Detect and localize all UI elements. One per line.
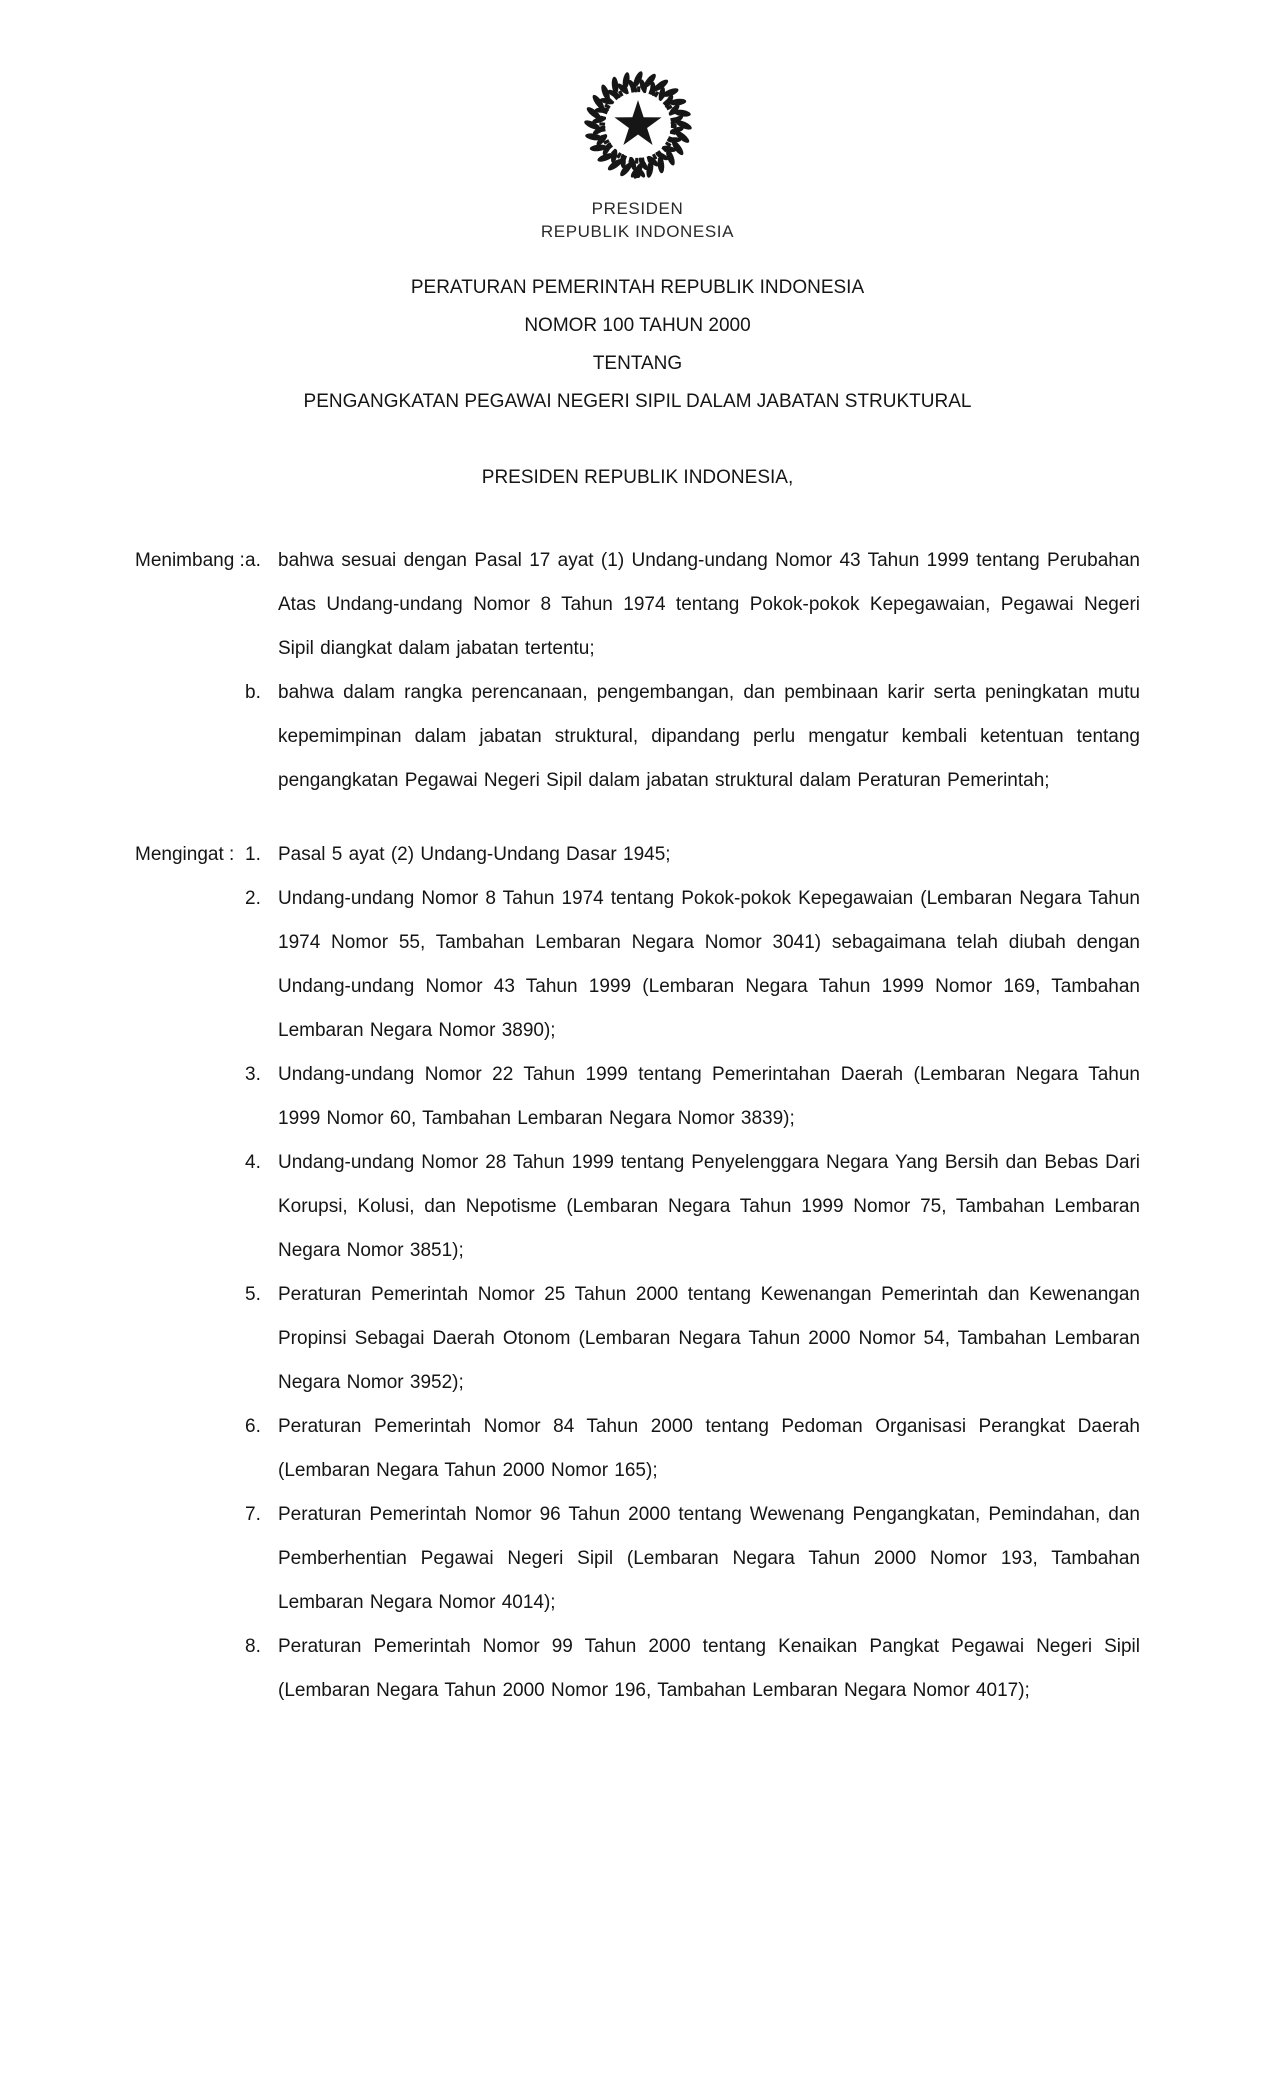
title-block: [135, 269, 1140, 421]
document-header: [135, 62, 1140, 243]
item-marker: 2.: [245, 888, 261, 909]
item-marker: a.: [245, 550, 261, 571]
item-marker: 7.: [245, 1504, 261, 1525]
mengingat-section: [135, 833, 1140, 1713]
menimbang-section: [135, 539, 1140, 803]
presidential-seal: [575, 62, 701, 193]
item-marker: 1.: [245, 844, 261, 865]
doc-title-line2: NOMOR 100 TAHUN 2000: [524, 315, 751, 336]
item-text: Peraturan Pemerintah Nomor 84 Tahun 2000 tentang Pedoman Organisasi Perangkat Daerah (Lembaran Negara Tahun 2000 Nomor 165);: [278, 1416, 1140, 1481]
menimbang-item: [245, 671, 1140, 803]
mengingat-item: [245, 877, 1140, 1053]
mengingat-item: [245, 833, 1140, 877]
menimbang-item: [245, 539, 1140, 671]
doc-title-line3: TENTANG: [592, 353, 683, 374]
item-marker: 8.: [245, 1636, 261, 1657]
mengingat-item: [245, 1405, 1140, 1493]
doc-title-line1: PERATURAN PEMERINTAH REPUBLIK INDONESIA: [410, 277, 865, 298]
item-text: Peraturan Pemerintah Nomor 99 Tahun 2000 tentang Kenaikan Pangkat Pegawai Negeri Sipil (Lembaran Negara Tahun 2000 Nomor 196, Tambahan Lembaran Negara Nomor 4017);: [278, 1636, 1140, 1701]
item-text: Peraturan Pemerintah Nomor 96 Tahun 2000 tentang Wewenang Pengangkatan, Pemindahan, dan Pemberhentian Pegawai Negeri Sipil (Lembaran Negara Tahun 2000 Nomor 193, Tambahan Lembaran Negara Nomor 4014);: [278, 1504, 1140, 1613]
mengingat-item: [245, 1273, 1140, 1405]
institution-line2: REPUBLIK INDONESIA: [540, 222, 735, 241]
item-marker: 5.: [245, 1284, 261, 1305]
presidential-star-wreath-seal-icon: [575, 62, 701, 188]
mengingat-label: Mengingat :: [135, 844, 235, 865]
item-marker: 3.: [245, 1064, 261, 1085]
mengingat-item: [245, 1141, 1140, 1273]
item-marker: b.: [245, 682, 261, 703]
mengingat-item: [245, 1053, 1140, 1141]
item-text: Undang-undang Nomor 22 Tahun 1999 tentang Pemerintahan Daerah (Lembaran Negara Tahun 1999 Nomor 60, Tambahan Lembaran Negara Nomor 3839);: [278, 1064, 1140, 1129]
item-text: bahwa dalam rangka perencanaan, pengembangan, dan pembinaan karir serta peningkatan mutu kepemimpinan dalam jabatan struktural, dipandang perlu mengatur kembali ketentuan tentang pengangkatan Pegawai Negeri Sipil dalam jabatan struktural dalam Peraturan Pemerintah;: [278, 682, 1140, 791]
mengingat-item: [245, 1625, 1140, 1713]
salutation: PRESIDEN REPUBLIK INDONESIA,: [481, 467, 794, 488]
institution-name: [135, 197, 1140, 243]
institution-line1: PRESIDEN: [591, 199, 684, 218]
mengingat-item: [245, 1493, 1140, 1625]
item-marker: 4.: [245, 1152, 261, 1173]
item-text: bahwa sesuai dengan Pasal 17 ayat (1) Undang-undang Nomor 43 Tahun 1999 tentang Perubahan Atas Undang-undang Nomor 8 Tahun 1974 tentang Pokok-pokok Kepegawaian, Pegawai Negeri Sipil diangkat dalam jabatan tertentu;: [278, 550, 1140, 659]
menimbang-items: [245, 539, 1140, 803]
mengingat-items: [245, 833, 1140, 1713]
item-text: Peraturan Pemerintah Nomor 25 Tahun 2000 tentang Kewenangan Pemerintah dan Kewenangan Propinsi Sebagai Daerah Otonom (Lembaran Negara Tahun 2000 Nomor 54, Tambahan Lembaran Negara Nomor 3952);: [278, 1284, 1140, 1393]
item-marker: 6.: [245, 1416, 261, 1437]
item-text: Undang-undang Nomor 28 Tahun 1999 tentang Penyelenggara Negara Yang Bersih dan Bebas Dari Korupsi, Kolusi, dan Nepotisme (Lembaran Negara Tahun 1999 Nomor 75, Tambahan Lembaran Negara Nomor 3851);: [278, 1152, 1140, 1261]
doc-title-line4: PENGANGKATAN PEGAWAI NEGERI SIPIL DALAM JABATAN STRUKTURAL: [303, 391, 972, 412]
item-text: Pasal 5 ayat (2) Undang-Undang Dasar 1945;: [278, 844, 671, 865]
menimbang-label: Menimbang :: [135, 550, 245, 571]
item-text: Undang-undang Nomor 8 Tahun 1974 tentang Pokok-pokok Kepegawaian (Lembaran Negara Tahun 1974 Nomor 55, Tambahan Lembaran Negara Nomor 3041) sebagaimana telah diubah dengan Undang-undang Nomor 43 Tahun 1999 (Lembaran Negara Tahun 1999 Nomor 169, Tambahan Lembaran Negara Nomor 3890);: [278, 888, 1140, 1041]
